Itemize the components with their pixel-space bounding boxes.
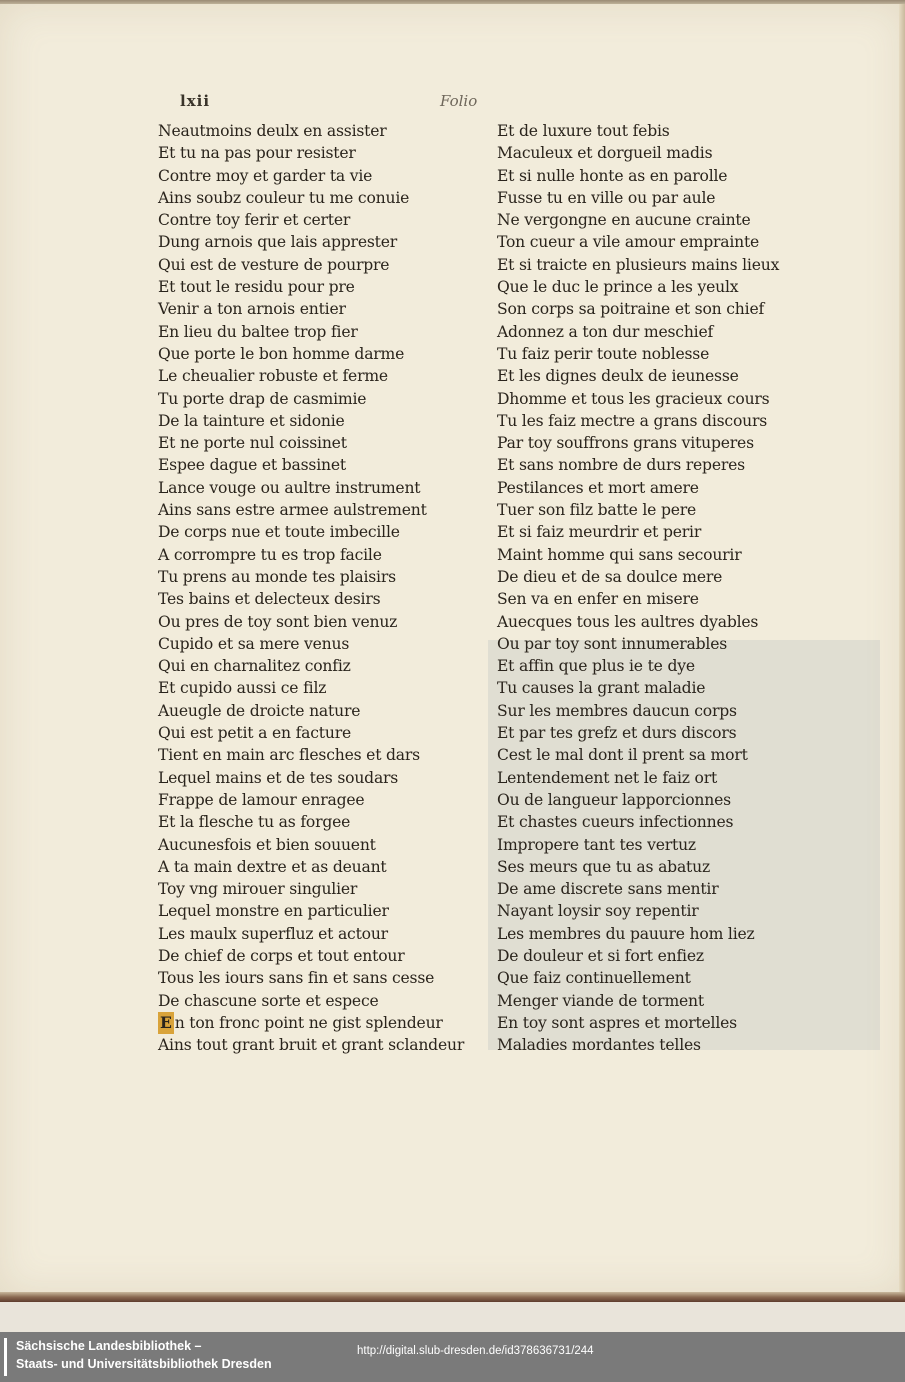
left-line: Contre toy ferir et certer [158,211,351,230]
left-line: Tous les iours sans fin et sans cesse [158,969,435,988]
left-line: En lieu du baltee trop fier [158,322,358,341]
footer-permalink[interactable]: http://digital.slub-dresden.de/id378636731/244 [357,1345,594,1357]
right-line: En toy sont aspres et mortelles [497,1013,737,1032]
right-line: Et les dignes deulx de ieunesse [497,367,739,386]
decorated-initial: E [158,1012,174,1034]
right-line: Par toy souffrons grans vituperes [497,434,754,453]
left-line: Frappe de lamour enragee [158,790,365,809]
right-line: Cest le mal dont il prent sa mort [497,746,748,765]
footer-library-subname: Staats- und Universitätsbibliothek Dresden [16,1357,272,1371]
right-line: Maladies mordantes telles [497,1036,701,1055]
left-line: Lance vouge ou aultre instrument [158,478,421,497]
footer-accent-bar [4,1338,7,1376]
left-line: De chascune sorte et espece [158,991,379,1010]
left-line: Lequel mains et de tes soudars [158,768,399,787]
right-text-column [497,120,882,1056]
right-line: Tuer son filz batte le pere [497,501,697,520]
page-bottom-edge [0,1292,905,1302]
left-line: Tu prens au monde tes plaisirs [158,567,396,586]
left-line: Qui est de vesture de pourpre [158,255,390,274]
left-line: Toy vng mirouer singulier [158,880,358,899]
right-line: Son corps sa poitraine et son chief [497,300,765,319]
left-line: Cupido et sa mere venus [158,634,350,653]
right-line: Ne vergongne en aucune crainte [497,211,751,230]
right-line: Tu faiz perir toute noblesse [497,344,710,363]
left-line: Lequel monstre en particulier [158,902,389,921]
left-line: Et ne porte nul coissinet [158,434,347,453]
left-line: De corps nue et toute imbecille [158,523,400,542]
left-line: Et cupido aussi ce filz [158,679,327,698]
left-line: Venir a ton arnois entier [158,300,346,319]
left-line: Que porte le bon homme darme [158,344,405,363]
left-line: Le cheualier robuste et ferme [158,367,388,386]
right-line: Tu les faiz mectre a grans discours [497,411,768,430]
right-line: Et si traicte en plusieurs mains lieux [497,255,780,274]
background-below-page [0,1302,905,1332]
left-line: Ains soubz couleur tu me conuie [158,188,410,207]
left-line: De la tainture et sidonie [158,411,345,430]
right-line: Ton cueur a vile amour emprainte [497,233,760,252]
left-line: Qui en charnalitez confiz [158,657,351,676]
left-line: Et tu na pas pour resister [158,144,356,163]
binding-edge [899,4,905,1294]
right-line: Et chastes cueurs infectionnes [497,813,734,832]
right-line: Et de luxure tout febis [497,122,670,140]
right-line: Ses meurs que tu as abatuz [497,857,710,876]
right-line: Menger viande de torment [497,991,704,1010]
left-line: De chief de corps et tout entour [158,946,405,965]
left-line: A corrompre tu es trop facile [158,545,382,564]
left-text-column [158,120,478,1056]
left-line: Et tout le residu pour pre [158,278,355,297]
left-line: E n ton fronc point ne gist splendeur [158,1012,478,1034]
left-line: Qui est petit a en facture [158,724,351,743]
right-line: Et sans nombre de durs reperes [497,456,745,475]
right-line: Dhomme et tous les gracieux cours [497,389,770,408]
right-line: Que le duc le prince a les yeulx [497,278,739,297]
right-line: Et si faiz meurdrir et perir [497,523,702,542]
right-line: Ou par toy sont innumerables [497,634,728,653]
left-line: Ains tout grant bruit et grant sclandeur [158,1036,465,1055]
right-line: De dieu et de sa doulce mere [497,567,723,586]
footer-library-name: Sächsische Landesbibliothek – [16,1339,202,1353]
folio-label: Folio [440,92,478,110]
right-line: Maculeux et dorgueil madis [497,144,713,163]
right-line: Impropere tant tes vertuz [497,835,696,854]
right-line: Sur les membres daucun corps [497,701,737,720]
right-line: Tu causes la grant maladie [497,679,706,698]
right-line: Sen va en enfer en misere [497,590,699,609]
right-line: Les membres du pauure hom liez [497,924,755,943]
right-line: Et affin que plus ie te dye [497,657,695,676]
left-line: Ains sans estre armee aulstrement [158,501,427,520]
left-line: Et la flesche tu as forgee [158,813,351,832]
right-line: Fusse tu en ville ou par aule [497,188,716,207]
left-line: Tient en main arc flesches et dars [158,746,420,765]
right-line: Lentendement net le faiz ort [497,768,718,787]
folio-number: lxii [180,92,211,110]
left-line: Dung arnois que lais apprester [158,233,397,252]
right-line: Ou de langueur lapporcionnes [497,790,731,809]
left-line: Ou pres de toy sont bien venuz [158,612,398,631]
right-line: Que faiz continuellement [497,969,691,988]
left-line: Neautmoins deulx en assister [158,122,387,140]
left-line: Tu porte drap de casmimie [158,389,367,408]
right-line: De douleur et si fort enfiez [497,946,704,965]
left-line: Aucunesfois et bien souuent [158,835,376,854]
left-line: Contre moy et garder ta vie [158,166,373,185]
right-line: De ame discrete sans mentir [497,880,719,899]
library-footer [0,1332,905,1382]
left-line: Tes bains et delecteux desirs [158,590,381,609]
right-line: Maint homme qui sans secourir [497,545,742,564]
right-line: Nayant loysir soy repentir [497,902,699,921]
left-line: Aueugle de droicte nature [158,701,361,720]
right-line: Pestilances et mort amere [497,478,699,497]
right-line: Et si nulle honte as en parolle [497,166,728,185]
left-line: A ta main dextre et as deuant [158,857,387,876]
right-line: Et par tes grefz et durs discors [497,724,737,743]
left-line: Espee dague et bassinet [158,456,346,475]
right-line: Adonnez a ton dur meschief [497,322,714,341]
left-line: Les maulx superfluz et actour [158,924,388,943]
right-line: Auecques tous les aultres dyables [497,612,759,631]
